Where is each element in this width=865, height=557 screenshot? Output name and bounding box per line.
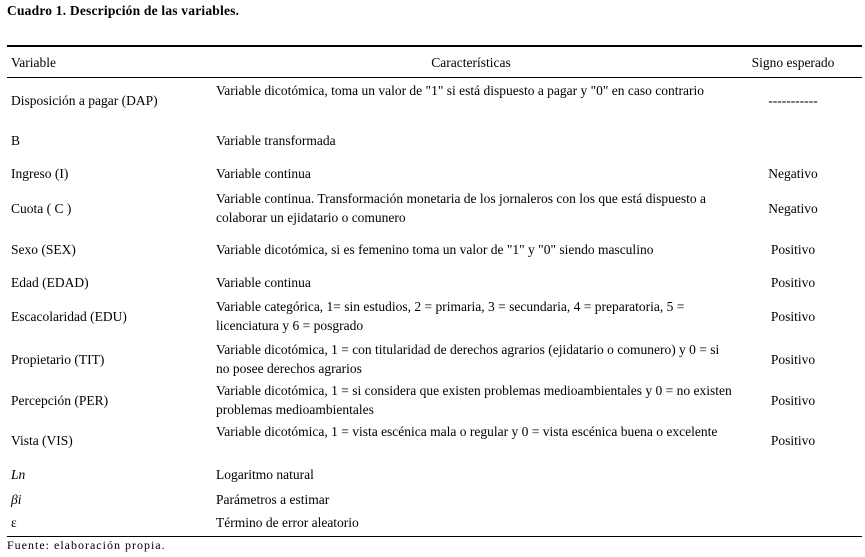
row-variable: Ln <box>11 467 26 482</box>
row-caracteristicas: Logaritmo natural <box>216 467 314 482</box>
row-caracteristicas: Variable continua. Transformación monetaria de los jornaleros con los que está dispuesto a colaborar un ejidatario o comunero <box>216 191 707 225</box>
row-caracteristicas: Variable categórica, 1= sin estudios, 2 = primaria, 3 = secundaria, 4 = preparatoria, 5 = licenciatura y 6 = posgrado <box>216 299 685 333</box>
row-signo: Negativo <box>768 166 818 181</box>
source-footnote: Fuente: elaboración propia. <box>7 538 166 552</box>
header-signo: Signo esperado <box>751 55 835 70</box>
row-signo: Negativo <box>768 201 818 216</box>
top-rule <box>7 45 862 47</box>
row-variable: ε <box>11 515 17 530</box>
row-signo: Positivo <box>770 393 816 408</box>
row-caracteristicas: Parámetros a estimar <box>216 492 330 507</box>
row-caracteristicas: Término de error aleatorio <box>216 515 359 530</box>
row-caracteristicas: Variable continua <box>216 275 311 290</box>
row-caracteristicas: Variable transformada <box>216 133 336 148</box>
row-signo: Positivo <box>770 352 816 367</box>
header-rule <box>7 77 862 78</box>
header-caracteristicas: Características <box>431 55 511 70</box>
row-signo: Positivo <box>770 309 816 324</box>
row-variable: Sexo (SEX) <box>11 242 76 257</box>
row-variable: βi <box>11 492 22 507</box>
row-variable: Edad (EDAD) <box>11 275 89 290</box>
row-signo: Positivo <box>770 433 816 448</box>
row-variable: Cuota ( C ) <box>11 201 72 216</box>
row-caracteristicas: Variable dicotómica, 1 = con titularidad de derechos agrarios (ejidatario o comunero) y 0 = si no posee derechos agrarios <box>216 342 720 376</box>
row-caracteristicas: Variable dicotómica, toma un valor de "1" si está dispuesto a pagar y "0" en caso contrario <box>216 83 705 98</box>
row-caracteristicas: Variable dicotómica, 1 = si considera que existen problemas medioambientales y 0 = no existen problemas medioambientales <box>216 383 732 417</box>
row-variable: Vista (VIS) <box>11 433 73 448</box>
row-caracteristicas: Variable dicotómica, si es femenino toma un valor de "1" y "0" siendo masculino <box>216 242 654 257</box>
row-variable: Disposición a pagar (DAP) <box>11 93 158 108</box>
row-signo: ----------- <box>768 93 818 108</box>
row-signo: Positivo <box>770 275 816 290</box>
row-caracteristicas: Variable dicotómica, 1 = vista escénica mala o regular y 0 = vista escénica buena o excelente <box>216 424 718 439</box>
row-variable: Ingreso (I) <box>11 166 69 181</box>
row-variable: B <box>11 133 21 148</box>
row-signo: Positivo <box>770 242 816 257</box>
row-caracteristicas: Variable continua <box>216 166 311 181</box>
row-variable: Escacolaridad (EDU) <box>11 309 127 324</box>
bottom-rule <box>7 536 862 537</box>
header-variable: Variable <box>11 55 56 70</box>
row-variable: Percepción (PER) <box>11 393 109 408</box>
table-title: Cuadro 1. Descripción de las variables. <box>7 3 240 18</box>
row-variable: Propietario (TIT) <box>11 352 105 367</box>
